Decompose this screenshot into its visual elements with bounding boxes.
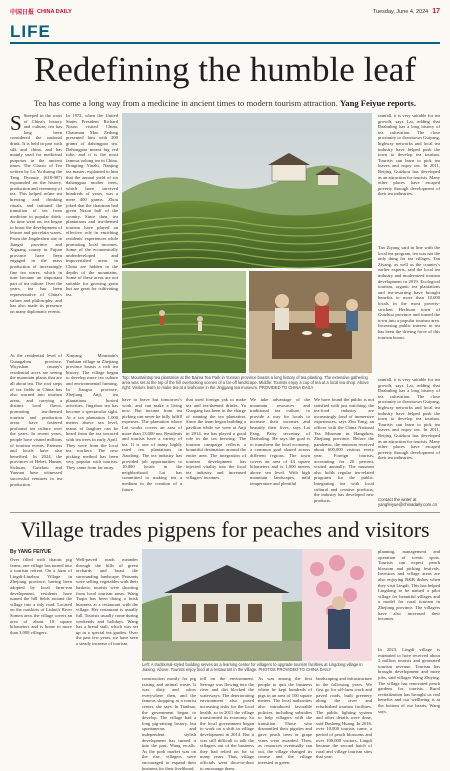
story1-column-9 <box>378 245 440 375</box>
newspaper-logo: 中国日报 <box>10 10 35 16</box>
story1-col6-text: that used foreign yak to make tea and tea-themed drinks. Yu Guogang has been in the charge of running the tea plantation. Since the team began building a pavilion while we were at Anji in 2014, tea has played a good role in the tea brewing. The tourism campaign reflects a bountiful destination around the entire area. The integration of tourism development has injected vitality into the local tea industry and increased villagers' incomes. <box>186 397 246 481</box>
page-number: 17 <box>432 8 440 15</box>
village-photo <box>142 549 372 661</box>
story2-column-1 <box>10 557 72 741</box>
story1-column-4 <box>66 353 118 470</box>
story1-column-5 <box>122 397 182 509</box>
story2-byline: By YANG FEIYUE <box>10 549 52 555</box>
page-header <box>10 5 440 18</box>
story2-headline: Village trades pigpens for peaches and visitors <box>20 517 430 542</box>
story1-col1-text: Steeped in the roots of China's history and culture, tea has long been considered the national drink. It is held in part with silk and china, and has mainly used for medicinal purposes in the ancient times. The Classic of Tea written by Lu Yu during the Tang Dynasty (618-907) expounded on the history, production and ceremony of tea. This helped refine tea brewing and drinking rituals, and initiated the transition of tea from medicine to popular drink. As time went on, tea began to boast the development of leisure and porcelain wares. From the Jingdezhen site in Jiangxi province and Xiguang county in Fujian province have been engaged in the mass production of increasingly fine tea wares, which in turn became an important part of tea culture. Over the years, tea has been representative of China's values and philosophy, and has also made its presence on many diplomatic events. <box>10 113 62 314</box>
story1-col2-text: In 1972, when the United States President Richard Nixon visited China, Chairman Mao Zedong presented him with 200 grams of dahongpao tea. Dahongpao meant big red robe, and it is the most famous oolong tea in China. Dongting Yinzhi, Nanjing tea master, explained to him that the annual yield of six dahongpao mother trees, which have survived hundreds of years, was a mere 400 grams. Zhou joked that the chairman had given Nixon half of the country. Since then, tea plantations and tea-themed tourism have played an effective role in enriching residents' experiences while promoting local incomes. Some of the economically underdeveloped and impoverished areas in China are hidden in the depths of the mountains. Some of these areas are not suitable for growing grain but are great for cultivating tea. <box>66 113 118 297</box>
story1-byline: Yang Feiyue reports. <box>340 98 417 108</box>
story1-column-2 <box>66 113 118 353</box>
story2-col6-text: landscaping and infrastructure in the following years. We first go for off-farm work and paved roads, built greenery along the river and refurbished tourism facilities. The public lighting system and other details were done, said Dasheng Huang. In 2016, over 10,000 tourists came, a period of peach blossoms and over 100,000 visitors. Lingdi became the second batch of rural and village tourism sites that year. <box>316 676 372 760</box>
story2-caption-text: Left: A traditional-styled building serves as a learning center for villagers to upgrade tourism facilities at Lingdong village in Jiaxing. Above: Tourists enjoy food at a restaurant in the village. <box>142 662 363 672</box>
story-divider <box>10 512 440 513</box>
story2-column-3 <box>142 676 196 771</box>
story1-column-1 <box>10 113 62 353</box>
story2-photo-caption <box>142 662 372 674</box>
story2-photo-credit: PHOTOS PROVIDED TO CHINA DAILY <box>258 667 332 672</box>
story1-col7-text: We take advantage of the mountain resources and traditional tea culture, to provide a way for locals to increase their incomes and beautify their lives, says Lai Fang, Party secretary of Dazhuling. He says the goal is to transform the local economy, a common goal shared across different regions. The town covers an area of 44 square kilometers and is 1,000 meters above sea level. With high mountain landscapes, mild temperature and plentiful <box>250 397 310 486</box>
story1-column-7 <box>250 397 310 509</box>
story1-col9-text-cont: rainfall, it is very suitable for tea growth, says Lai, adding that Dazhuling has a long history of tea cultivation. The close proximity to downtown Guiyang, highway networks and local tea industry have helped push the town to develop tea tourism. Tourists can learn to pick tea leaves and enjoy tea. In 2011, Beijing Guizhou has developed as an attraction for tourists. Many other places have escaped poverty through development of their tea industries. <box>378 377 440 461</box>
story1-col10-text: We have found the public is not satisfied with just watching, the tea-food industry are increasingly fond of immersive experiences, says Zhu Yang, an officer with the China National Tea Museum in Hangzhou, Zhejiang province. Before the pandemic, the museum received about 600,000 visitors every year. Foreign tourists, accounting for 20 percent, visited annually. The museum also holds regular tea-related programs for the public. Integrating tea with local cultural and creative products, the industry has developed new products. <box>314 397 374 503</box>
story1-photo-caption <box>122 375 372 395</box>
story2-col2-text: Well-paved roads meander through the hills of green orchards and boast the surrounding landscape. Peasants were selling vegetables with their baskets; tourists were shooting from local tourism areas. Wang Tuqin has been doing a brisk business at a restaurant with the village. Her restaurant is usually full. Tourists usually come during weekends and holidays. Wang has a bread stall, which was set up in a special tea garden. Over the past few years, we have seen a steady increase of tourism. <box>76 557 138 646</box>
drop-cap: S <box>10 111 22 135</box>
story1-photo-collage <box>122 113 372 373</box>
section-title: LIFE <box>10 22 51 41</box>
story1-column-10b <box>378 377 440 495</box>
story1-photo-credit: PROVIDED TO CHINA DAILY <box>259 385 314 390</box>
story2-photo <box>142 549 372 661</box>
section-rule <box>10 42 440 44</box>
story2-column-8 <box>378 647 440 742</box>
story1-column-8 <box>378 113 440 243</box>
story1-contact: Contact the writer at yangfeiyue@chinadaily.com.cn <box>378 497 437 507</box>
story1-subhead-text: Tea has come a long way from a medicine in ancient times to modern tourism attraction. <box>33 98 338 108</box>
story1-col4-text: Xinyang Mountain's Yunbian village in Zhejiang province boasts a rich tea history. The village began to develop more tea culture and environmental farming. In Jiangsu province, Zhejiang Anji, tea plantations hosted activities. Jingzhou tea has become a spectacular sight. At a tea plantation 1,000 meters above sea level, teams of laughter can be heard from the tea terraced with tea trees in early April. They were from the local tea workers. The new picking method has been very popular with tourists. They came from far away. <box>66 353 118 470</box>
story1-caption-text: Top: Mountaintop tea plantation at the Baima Tea Park in Yunnan province boasts a long history of tea planting. The extensive gathering area was set at the top of the hill overlooking scenes of a far-off landscape. Middle: Tourists enjoy a cup of tea at a local tea shop. Above right: Visitors learn to make tea at a teahouse in the Jinggang tea museum. <box>122 375 369 390</box>
story1-col9-text: Tan Ziyang said in line with the local tea program, tea was not the only thing for tea villages. Tan Ziyang, as well as the country's earlier experts, said the local tea industry and modernized tourism development in 2019. Ecological tourism, organic tea plantations and tea-resorting have brought benefits to more than 10,000 locals in the most poverty-stricken Hechuan town of Guizhou province and turned the town into a popular tourism area. Increasing public interest in tea has been the driving force of this tourism boom. <box>378 245 440 340</box>
story2-column-4 <box>200 676 254 771</box>
story1-column-3 <box>10 353 62 487</box>
story1-column-10a <box>314 397 374 509</box>
tea-plantation-photos <box>122 113 372 373</box>
story1-col8-text: rainfall, it is very suitable for tea growth, says Lai, adding that Dazhuling has a long history of tea cultivation. The close proximity to downtown Guiyang, highway networks and local tea industry have helped push the town to develop tea tourism. Tourists can learn to pick tea leaves and enjoy tea. In 2011, Beijing Guizhou has developed as an attraction for tourists. Many other places have escaped poverty through development of their tea industries. <box>378 113 440 197</box>
story2-col4-text: toll on the environment. Sewage was flowing into the river and dirt blocked the waterways. The deteriorating environment also posed increasing risks for the local health, so in 2011 the village transformed its economy. So the local government began to work on a shift in village development in 2014. But it was still difficult to talk the villagers out of the business they had relied on for so many years. Thus, village officials went door-to-door to encourage them. <box>200 676 254 771</box>
story2-col3-text: construction mostly for pig raising and animal waste. It was dirty and odors everywhere then, and the famous shopping at a tourist center, she says. In Tianhua, the government began to develop. The village had a long pig-raising history, but spontaneous and independent stylish development has turned it into the past, Wang recalls. As the pork market was on the rise, villagers were encouraged to expand their business for their livelihood. <box>142 676 196 771</box>
story2-col5-text: As was among the first people to quit the business where he kept hundreds of pigs in an area of 100 square meters. The local authorities also introduced favorable policies, including subsidies to help villagers with the transition. Those who dismantled their pigsties and gave peach trees or grape vines were awarded. Then, as resources eventually ran out, the village changed its course and the village invested in green. <box>258 676 312 765</box>
story2-col8-text: In 2023, Lingdi village is estimated to have received about 2 million tourists and generated tourism revenue. Tourism has brought development and more jobs, said villager Wang Zhiying. The village has renovated peach gardens for tourists. Rural revitalization has brought us real benefits and our wellbeing is at the bottom of our hearts, Wang says. <box>378 647 440 714</box>
story1-subhead <box>10 98 440 108</box>
story2-column-6 <box>316 676 372 760</box>
story2-col1-text: Over filled with chaotic pig farms, one village has turned into a tourism retreat. On a farm of Lingdi-Linzhou Village in Zhejiang province, having been adopted by local farm-run development, residents have turned the hill fields around the village into a tidy road. Located on the outskirts of Lishui's River Somen area, the village covers an area of about 10 square kilometers and is home to more than 3,000 villagers. <box>10 557 72 635</box>
publication-name: CHINA DAILY <box>37 8 72 15</box>
story1-col3-text: At the residential level of Guangzhou province, Wuyishan county's residential acres are seeing the mountain plants that are all about tea. The roof steps of tea fields in China has also warned into tourism areas, and carrying a distinct local flavor, promoting tea-themed tourism and production areas have fostered profound tea culture over the years. In recent years, people have visited millions of tourism events. Farmers and locals have also benefited. In 2024, the provinces of Hebei, Hunan, Sichuan, Guizhou and Yunnan have witnessed successful ventures in tea production. <box>10 353 62 487</box>
story1-headline: Redefining the humble leaf <box>34 50 416 89</box>
story2-column-2 <box>76 557 138 741</box>
issue-date: Tuesday, June 4, 2024 <box>372 8 429 15</box>
story1-column-6 <box>186 397 246 509</box>
story2-col7-text: planning, management and operation of scenic spots. Tourists can expect peach blossom and picking festivals. Investors and village areas are also enjoying B&B dishes when they visit Lingdi. This has helped Lingdong to be named a pilot village for beautiful villages and a model for rural tourism in Zhejiang province. The villagers have also increased their incomes. <box>378 549 440 622</box>
story2-column-5 <box>258 676 312 765</box>
story1-col5-text: have to leave but tomorrow's work, and can make a living now. But income from tea picking can never be fully fulfill expenses. The plantation where Lai works covers an area of more than 13,000 mu. Residents and tourists have a variety of tea. It is one of many highly rated tea plantations in Jiaodong. The tea industry has provided job opportunities to 10,000 locals in the neighborhood. Lai has committed to making tea a medium in the creation of a future. <box>122 397 182 492</box>
story2-column-7 <box>378 549 440 645</box>
